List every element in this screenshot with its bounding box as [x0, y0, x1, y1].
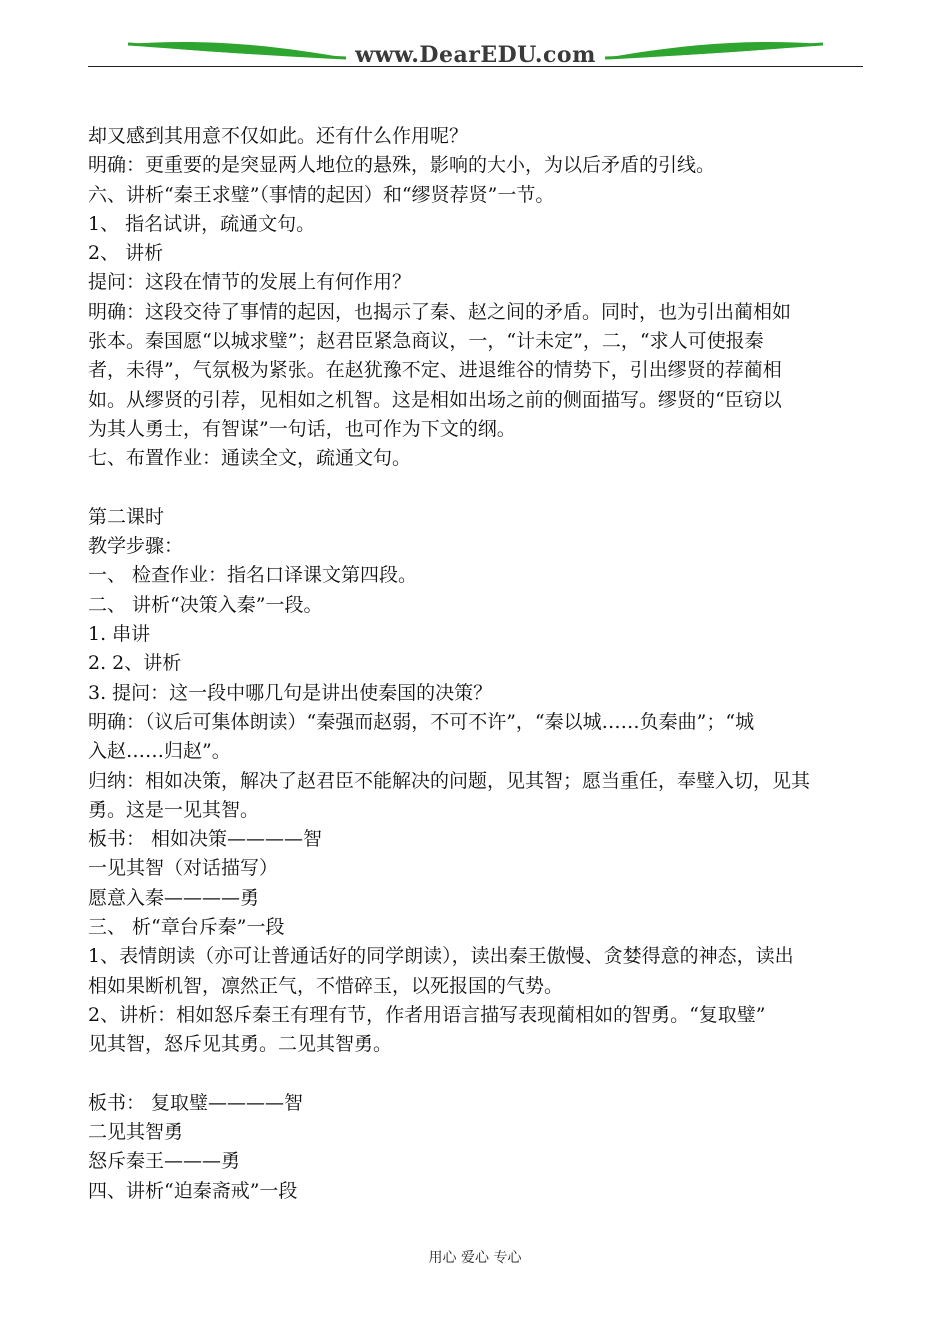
- blank-line: [88, 474, 868, 503]
- text-line: 一见其智（对话描写）: [88, 857, 279, 880]
- text-line: 2. 2、讲析: [88, 652, 182, 675]
- text-line: 六、讲析“秦王求璧”（事情的起因）和“缪贤荐贤”一节。: [88, 183, 555, 206]
- page-footer: 用心 爱心 专心: [428, 1250, 522, 1266]
- text-line: 明确：（议后可集体朗读）“秦强而赵弱，不可不许”，“秦以城……负秦曲”；“城: [88, 710, 755, 733]
- text-line: 入赵……归赵”。: [88, 740, 231, 763]
- text-line: 一、 检查作业：指名口译课文第四段。: [88, 564, 418, 587]
- text-line: 却又感到其用意不仅如此。还有什么作用呢？: [88, 125, 469, 147]
- text-line: 二、 讲析“决策入秦”一段。: [88, 593, 323, 616]
- text-line: 明确：更重要的是突显两人地位的悬殊，影响的大小，为以后矛盾的引线。: [88, 154, 716, 177]
- text-line: 者，未得”，气氛极为紧张。在赵犹豫不定、进退维谷的情势下，引出缪贤的荐蔺相: [88, 359, 782, 382]
- text-line: 七、布置作业：通读全文，疏通文句。: [88, 447, 412, 470]
- text-line: 第二课时: [88, 505, 165, 528]
- blank-line: [88, 1060, 868, 1089]
- document-body: [88, 122, 868, 1206]
- site-logo-text: www.DearEDU.com: [355, 42, 596, 68]
- text-line: 三、 析“章台斥秦”一段: [88, 916, 285, 939]
- text-line: 如。从缪贤的引荐，见相如之机智。这是相如出场之前的侧面描写。缪贤的“臣窃以: [88, 388, 782, 411]
- text-line: 四、讲析“迫秦斋戒”一段: [88, 1179, 298, 1202]
- text-line: 1. 串讲: [88, 623, 151, 646]
- text-line: 提问：这段在情节的发展上有何作用？: [88, 271, 412, 294]
- text-line: 教学步骤：: [88, 535, 184, 558]
- text-line: 明确：这段交待了事情的起因，也揭示了秦、赵之间的矛盾。同时，也为引出蔺相如: [88, 300, 792, 323]
- text-line: 见其智，怒斥见其勇。二见其智勇。: [88, 1033, 393, 1056]
- text-line: 愿意入秦————勇: [88, 886, 260, 909]
- site-header: [88, 36, 863, 70]
- text-line: 二见其智勇: [88, 1121, 184, 1144]
- text-line: 3. 提问：这一段中哪几句是讲出使秦国的决策？: [88, 681, 493, 704]
- text-line: 归纳：相如决策，解决了赵君臣不能解决的问题，见其智；愿当重任，奉璧入切，见其: [88, 769, 811, 792]
- header-rule: [88, 66, 863, 67]
- text-line: 板书： 相如决策————智: [88, 828, 323, 851]
- text-line: 怒斥秦王———勇: [88, 1150, 241, 1173]
- text-line: 勇。这是一见其智。: [88, 798, 260, 821]
- text-line: 1、表情朗读（亦可让普通话好的同学朗读），读出秦王傲慢、贪婪得意的神态，读出: [88, 945, 794, 968]
- text-line: 1、 指名试讲，疏通文句。: [88, 212, 316, 235]
- text-line: 板书： 复取璧————智: [88, 1091, 304, 1114]
- text-line: 张本。秦国愿“以城求璧”；赵君臣紧急商议，一，“计未定”，二，“求人可使报秦: [88, 330, 764, 353]
- text-line: 2、 讲析: [88, 242, 164, 265]
- text-line: 2、讲析：相如怒斥秦王有理有节，作者用语言描写表现蔺相如的智勇。“复取璧”: [88, 1003, 766, 1026]
- text-line: 相如果断机智，凛然正气，不惜碎玉，以死报国的气势。: [88, 974, 564, 997]
- text-line: 为其人勇士，有智谋”一句话，也可作为下文的纲。: [88, 417, 516, 440]
